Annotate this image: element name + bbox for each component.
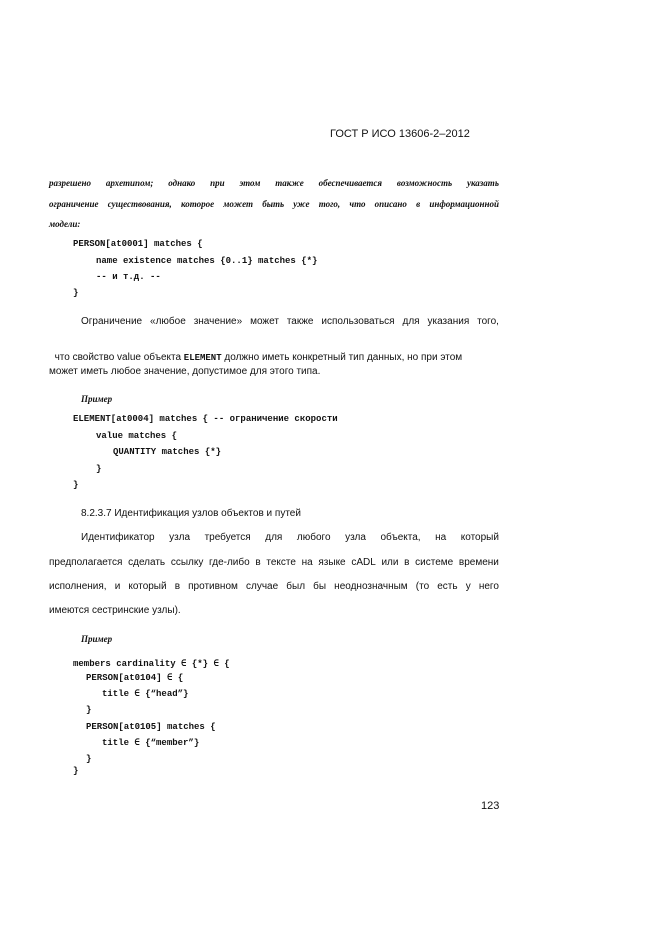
example1-code-3: QUANTITY matches {*} — [113, 447, 222, 457]
section-line-1 — [81, 532, 499, 543]
section-line-3-word: был — [286, 581, 306, 592]
intro-line-1 — [49, 178, 499, 188]
section-line-3-word: бы — [313, 581, 327, 592]
example1-code-2: value matches { — [96, 431, 178, 441]
para1-line-2 — [49, 341, 462, 363]
intro-line-1-word: указать — [466, 178, 499, 188]
para1-line-1-word: значение» — [193, 316, 243, 327]
section-line-1-word: любого — [296, 532, 331, 543]
intro-line-2-word: того, — [318, 199, 341, 209]
section-line-2 — [49, 557, 499, 568]
code1-line-2: name existence matches {0..1} matches {*} — [96, 256, 318, 266]
intro-line-2-word: уже — [293, 199, 310, 209]
section-line-2-word: ссылку — [170, 557, 204, 568]
section-line-3-word: и — [114, 581, 121, 592]
intro-line-2-word: описано — [374, 199, 407, 209]
intro-line-2-word: что — [349, 199, 366, 209]
para1-line-1-word: Ограничение — [81, 316, 143, 327]
example1-label: Пример — [81, 394, 113, 404]
section-line-2-word: где-либо — [209, 557, 250, 568]
intro-line-1-word: архетипом; — [105, 178, 154, 188]
intro-line-2-word: существования, — [107, 199, 172, 209]
intro-line-3: модели: — [49, 219, 81, 229]
example2-code-7: } — [86, 754, 92, 764]
intro-line-2-word: может — [223, 199, 254, 209]
para1-line-2-post: должно иметь конкретный тип данных, но при этом — [221, 352, 463, 363]
para1-line-3: может иметь любое значение, допустимое для этого типа. — [49, 366, 321, 377]
intro-line-2-word: быть — [262, 199, 285, 209]
para1-line-2-pre: что свойство value объекта — [54, 352, 184, 363]
para1-line-1 — [81, 316, 499, 327]
section-line-2-word: языке — [318, 557, 346, 568]
intro-line-2 — [49, 199, 499, 209]
section-line-3-word: неоднозначным — [334, 581, 408, 592]
intro-line-1-word: обеспечивается — [318, 178, 383, 188]
section-line-1-word: который — [460, 532, 499, 543]
section-line-1-word: объекта, — [380, 532, 421, 543]
example1-code-1: ELEMENT[at0004] matches { -- ограничение скорости — [73, 414, 338, 424]
section-line-1-word: требуется — [204, 532, 251, 543]
section-line-2-word: или — [381, 557, 399, 568]
section-line-3-word: в — [174, 581, 181, 592]
section-line-3 — [49, 581, 499, 592]
para1-line-1-word: «любое — [150, 316, 186, 327]
section-line-3-word: у — [465, 581, 471, 592]
example2-code-8: } — [73, 766, 79, 776]
code1-line-4: } — [73, 288, 79, 298]
section-line-4: имеются сестринские узлы). — [49, 605, 181, 616]
section-line-3-word: (то — [415, 581, 430, 592]
section-line-2-word: сделать — [128, 557, 166, 568]
intro-line-1-word: разрешено — [49, 178, 91, 188]
intro-line-1-word: при — [210, 178, 225, 188]
intro-line-1-word: также — [275, 178, 304, 188]
example2-code-3: title ∈ {“head”} — [102, 689, 189, 699]
example2-label: Пример — [81, 634, 113, 644]
section-line-1-word: на — [435, 532, 447, 543]
intro-line-2-word: ограничение — [49, 199, 99, 209]
section-line-2-word: cADL — [351, 557, 376, 568]
code1-line-3: -- и т.д. -- — [96, 272, 161, 282]
section-line-1-word: узла — [169, 532, 191, 543]
section-line-2-word: в — [255, 557, 261, 568]
section-line-1-word: Идентификатор — [81, 532, 155, 543]
section-line-2-word: в — [404, 557, 410, 568]
section-line-3-word: противном — [188, 581, 238, 592]
section-line-1-word: узла — [345, 532, 366, 543]
para1-line-1-word: указания — [427, 316, 470, 327]
example2-code-4: } — [86, 705, 92, 715]
section-line-2-word: тексте — [266, 557, 296, 568]
example2-code-1: members cardinality ∈ {*} ∈ { — [73, 659, 230, 669]
para1-line-1-word: для — [402, 316, 420, 327]
section-line-3-word: него — [478, 581, 499, 592]
section-line-2-word: времени — [458, 557, 499, 568]
code1-line-1: PERSON[at0001] matches { — [73, 239, 203, 249]
para1-line-1-word: того, — [477, 316, 499, 327]
intro-line-1-word: этом — [239, 178, 261, 188]
intro-line-2-word: в — [416, 199, 421, 209]
para1-line-1-word: может — [250, 316, 279, 327]
intro-line-2-word: которое — [180, 199, 215, 209]
para1-line-1-word: использоваться — [321, 316, 395, 327]
element-keyword: ELEMENT — [183, 353, 222, 363]
page-number: 123 — [481, 800, 500, 812]
example2-code-5: PERSON[at0105] matches { — [86, 722, 216, 732]
document-header: ГОСТ Р ИСО 13606-2–2012 — [330, 128, 470, 140]
intro-line-2-word: информационной — [429, 199, 499, 209]
example2-code-6: title ∈ {“member”} — [102, 738, 200, 748]
section-heading: 8.2.3.7 Идентификация узлов объектов и путей — [81, 508, 301, 519]
section-line-2-word: на — [301, 557, 313, 568]
intro-line-1-word: возможность — [396, 178, 453, 188]
section-line-3-word: который — [128, 581, 167, 592]
section-line-3-word: случае — [246, 581, 279, 592]
section-line-2-word: системе — [415, 557, 454, 568]
section-line-1-word: для — [265, 532, 283, 543]
intro-line-1-word: однако — [168, 178, 196, 188]
example2-code-2: PERSON[at0104] ∈ { — [86, 673, 184, 683]
section-line-3-word: исполнения, — [49, 581, 107, 592]
example1-code-5: } — [73, 480, 79, 490]
section-line-2-word: предполагается — [49, 557, 123, 568]
para1-line-1-word: также — [286, 316, 314, 327]
example1-code-4: } — [96, 464, 102, 474]
section-line-3-word: есть — [437, 581, 458, 592]
